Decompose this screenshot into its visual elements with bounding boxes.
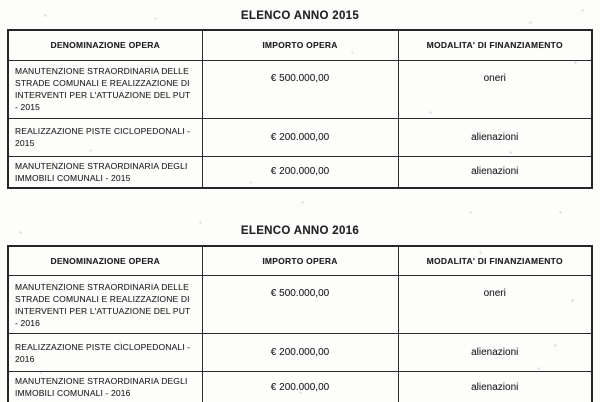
opere-table-2016	[7, 245, 593, 402]
opera-cell: REALIZZAZIONE PISTE CICLOPEDONALI - 2016	[8, 334, 202, 372]
table-row	[8, 118, 592, 156]
table-header-row	[8, 246, 592, 276]
importo-cell: € 500.000,00	[202, 60, 398, 118]
modalita-cell: oneri	[398, 60, 592, 118]
table-title-2015: ELENCO ANNO 2015	[240, 10, 360, 22]
table-row	[8, 60, 592, 118]
modalita-cell: oneri	[398, 276, 592, 334]
opere-table-2015	[7, 29, 593, 189]
table-row	[8, 334, 592, 372]
opera-cell: MANUTENZIONE STRAORDINARIA DELLE STRADE COMUNALI E REALIZZAZIONE DI INTERVENTI PER L'ATTUAZIONE DEL PUT - 2015	[8, 60, 202, 118]
column-header-importo: IMPORTO OPERA	[202, 246, 398, 276]
table-row	[8, 276, 592, 334]
importo-cell: € 200.000,00	[202, 118, 398, 156]
opera-cell: REALIZZAZIONE PISTE CICLOPEDONALI - 2015	[8, 118, 202, 156]
opera-cell: MANUTENZIONE STRAORDINARIA DELLE STRADE COMUNALI E REALIZZAZIONE DI INTERVENTI PER L'ATTUAZIONE DEL PUT - 2016	[8, 276, 202, 334]
column-header-denominazione: DENOMINAZIONE OPERA	[8, 30, 202, 60]
column-header-modalita: MODALITA' DI FINANZIAMENTO	[398, 246, 592, 276]
table-title-2016: ELENCO ANNO 2016	[240, 224, 360, 237]
column-header-modalita: MODALITA' DI FINANZIAMENTO	[398, 30, 592, 60]
column-header-importo: IMPORTO OPERA	[202, 30, 398, 60]
modalita-cell: alienazioni	[398, 156, 592, 188]
modalita-cell: alienazioni	[398, 372, 592, 402]
elenco-2015-section	[0, 0, 600, 189]
importo-cell: € 200.000,00	[202, 372, 398, 402]
modalita-cell: alienazioni	[398, 334, 592, 372]
column-header-denominazione: DENOMINAZIONE OPERA	[8, 246, 202, 276]
table-row	[8, 372, 592, 402]
table-header-row	[8, 30, 592, 60]
importo-cell: € 200.000,00	[202, 334, 398, 372]
opera-cell: MANUTENZIONE STRAORDINARIA DEGLI IMMOBILI COMUNALI - 2016	[8, 372, 202, 402]
importo-cell: € 500.000,00	[202, 276, 398, 334]
modalita-cell: alienazioni	[398, 118, 592, 156]
opera-cell: MANUTENZIONE STRAORDINARIA DEGLI IMMOBILI COMUNALI - 2015	[8, 156, 202, 188]
importo-cell: € 200.000,00	[202, 156, 398, 188]
table-row	[8, 156, 592, 188]
elenco-2016-section	[0, 189, 600, 402]
